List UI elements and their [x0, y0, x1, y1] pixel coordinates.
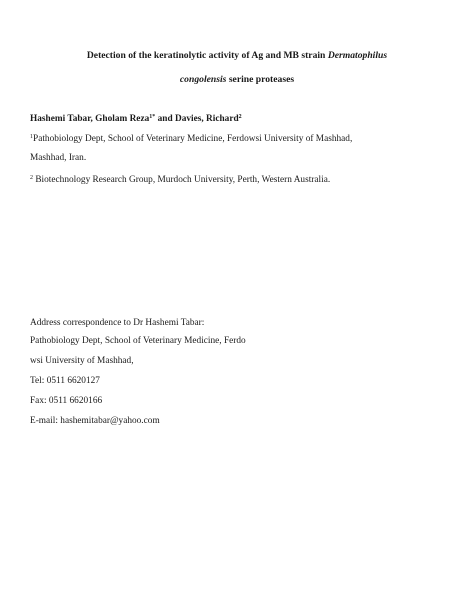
author-2-affiliation-mark: 2 — [238, 114, 242, 120]
affiliation-2-mark: 2 — [30, 175, 34, 181]
correspondence-telephone: Tel: 0511 6620127 — [30, 376, 100, 386]
affiliation-1-line-2: Mashhad, Iran. — [30, 153, 87, 163]
affiliation-2-line-1: Biotechnology Research Group, Murdoch University, Perth, Western Australia. — [33, 175, 331, 185]
affiliation-1-line-1: Pathobiology Dept, School of Veterinary Medicine, Ferdowsi University of Mashhad, — [33, 134, 353, 144]
affiliation-1-mark: 1 — [30, 134, 34, 140]
affiliation-1-continued — [30, 152, 86, 164]
title-species: congolensis — [179, 74, 227, 85]
title-text: Detection of the keratinolytic activity of Ag and MB strain — [86, 50, 328, 61]
affiliation-1 — [30, 133, 352, 145]
author-1-affiliation-mark: 1* — [149, 114, 156, 120]
paper-title-line-1 — [0, 50, 474, 62]
correspondence-fax: Fax: 0511 6620166 — [30, 396, 103, 406]
correspondence-heading: Address correspondence to Dr Hashemi Tabar: — [30, 318, 205, 328]
author-line — [30, 113, 242, 125]
author-1: Hashemi Tabar, Gholam Reza — [30, 114, 150, 124]
author-joiner: and Davies, Richard — [155, 114, 239, 124]
correspondence-address-line-2: wsi University of Mashhad, — [30, 356, 134, 366]
affiliation-2 — [30, 174, 330, 186]
title-text-end: serine proteases — [226, 74, 295, 85]
title-genus: Dermatophilus — [327, 50, 388, 61]
correspondence-email: E-mail: hashemitabar@yahoo.com — [30, 416, 160, 426]
correspondence-address-line-1: Pathobiology Dept, School of Veterinary Medicine, Ferdo — [30, 336, 246, 346]
paper-title-line-2 — [0, 74, 474, 86]
